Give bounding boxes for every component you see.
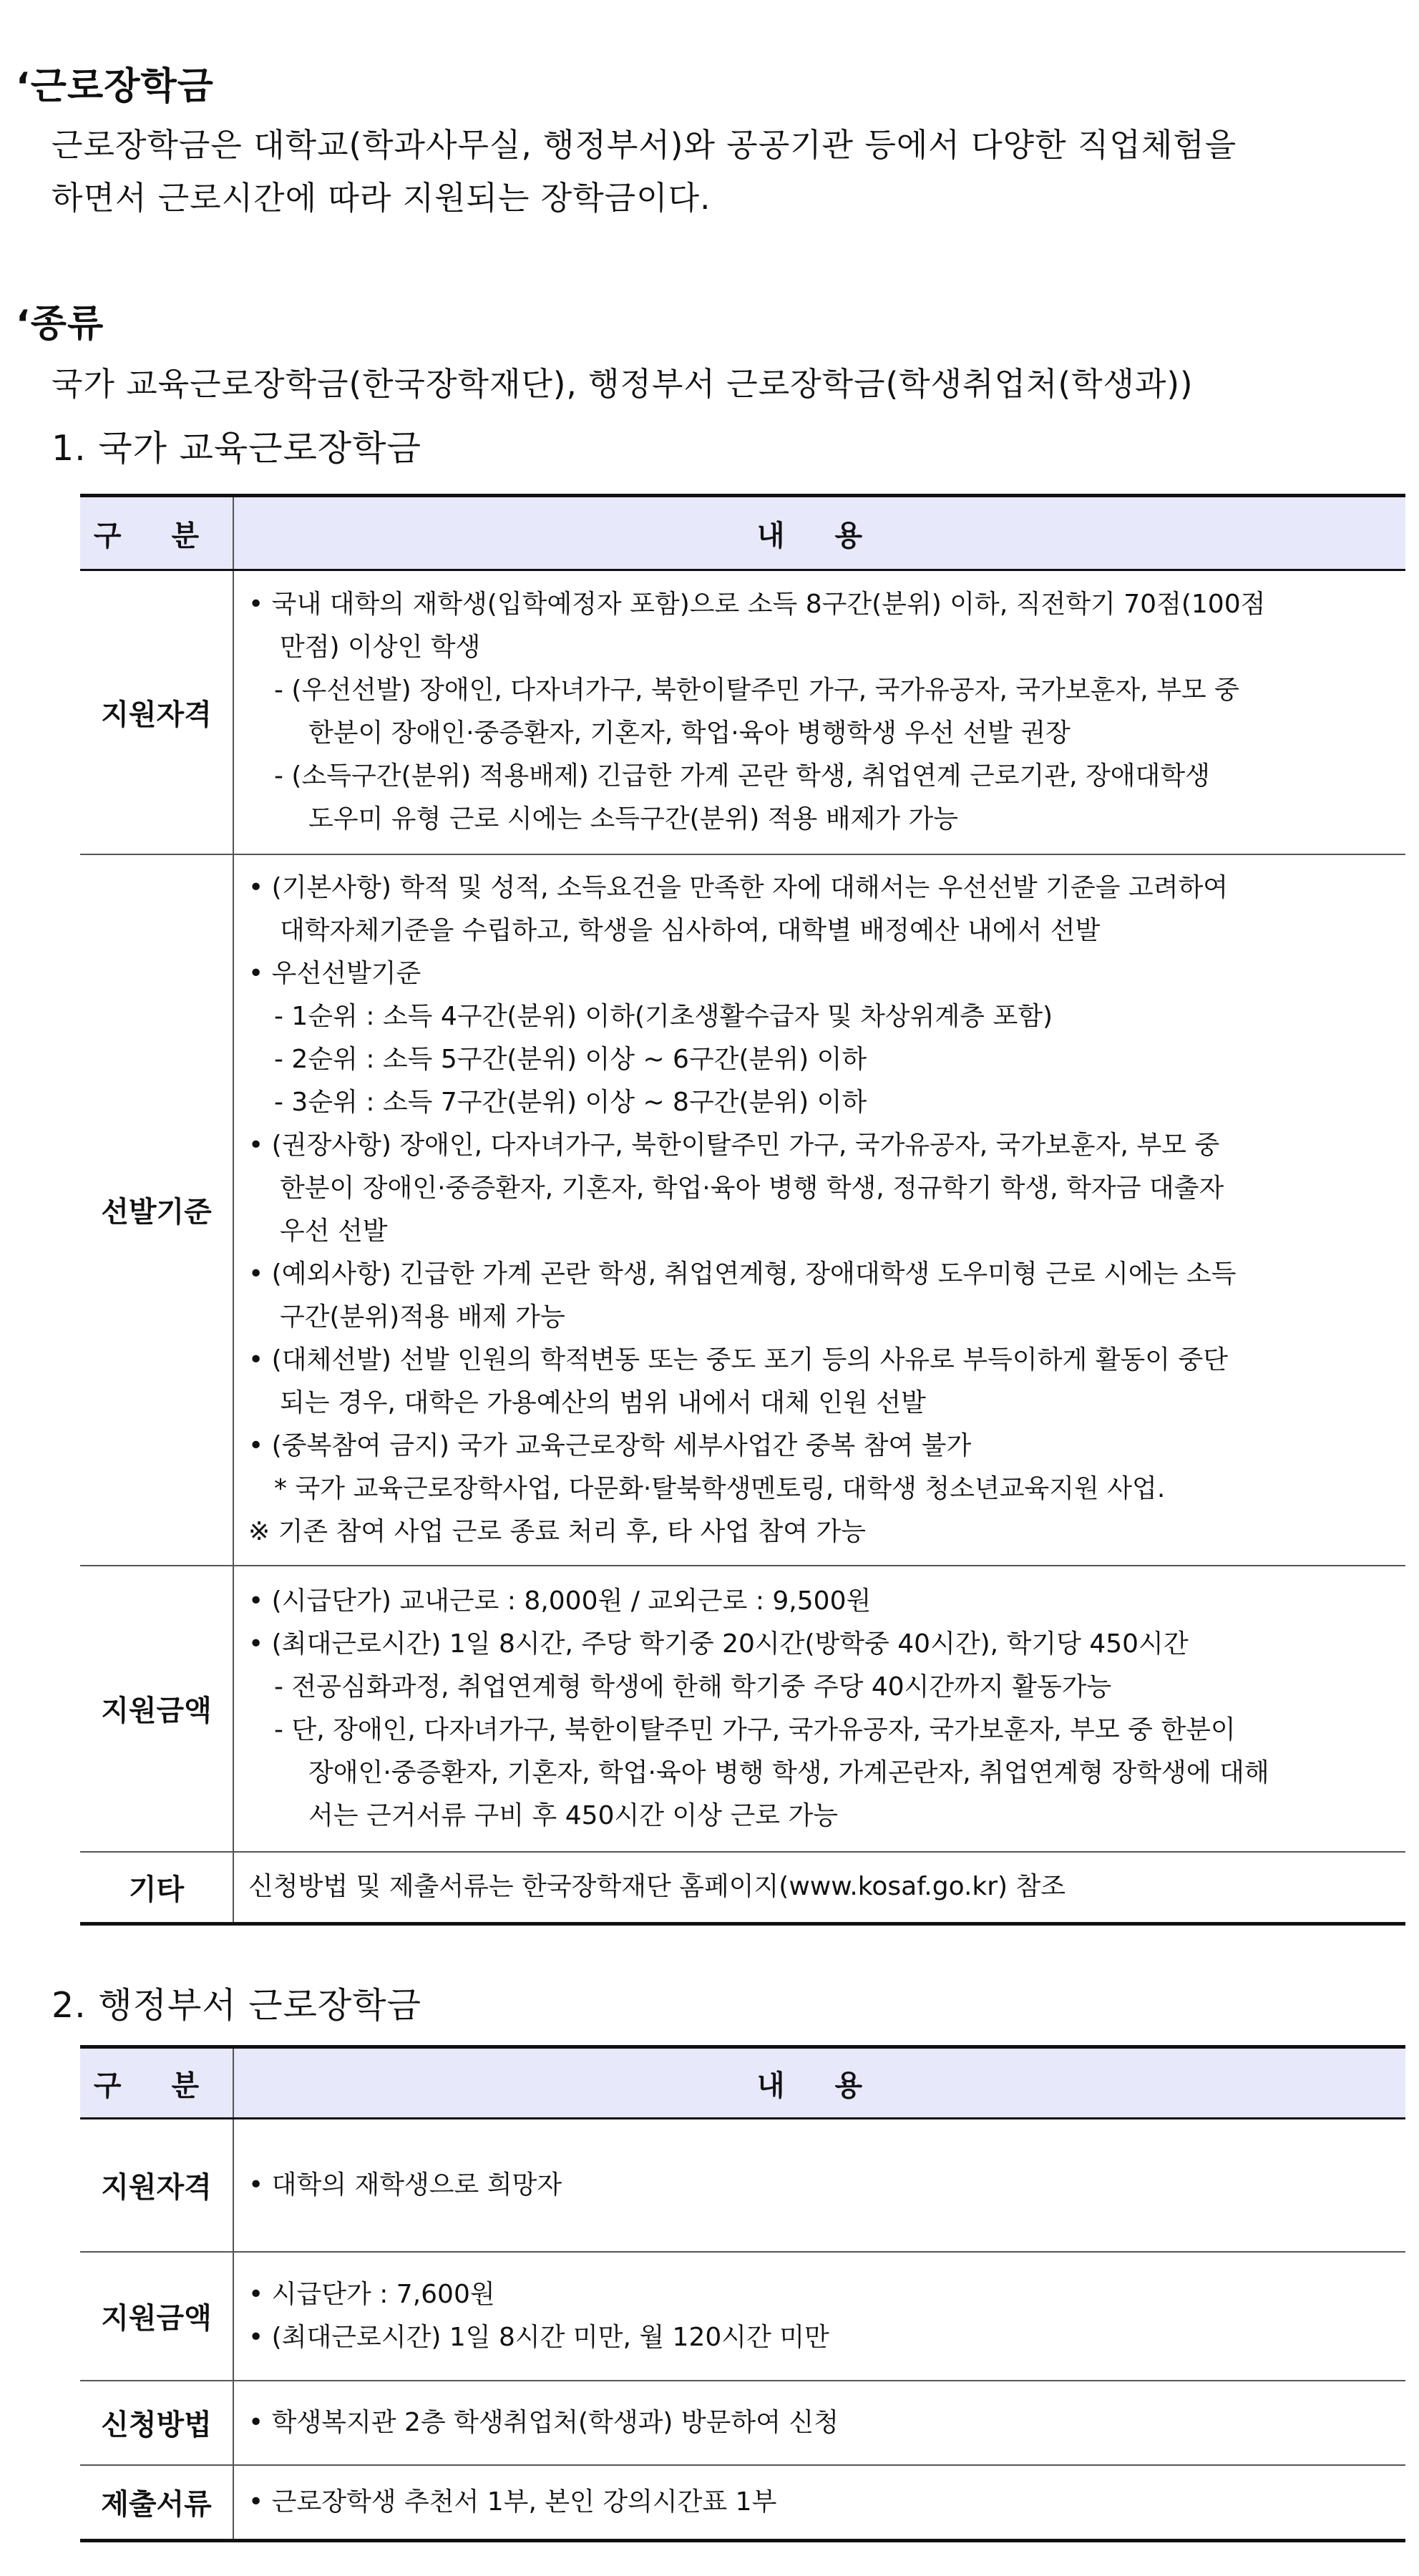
content-line: • (대체선발) 선발 인원의 학적변동 또는 중도 포기 등의 사유로 부득이하게 활동이 중단 xyxy=(248,1345,1229,1375)
description-line: 하면서 근로시간에 따라 지원되는 장학금이다. xyxy=(52,179,711,217)
row-label: 지원금액 xyxy=(80,2252,233,2381)
header-content: 내 용 xyxy=(233,2047,1405,2119)
content-line: 서는 근거서류 구비 후 450시간 이상 근로 가능 xyxy=(308,1800,839,1830)
row-label: 기타 xyxy=(80,1852,233,1924)
content-line: - (우선선발) 장애인, 다자녀가구, 북한이탈주민 가구, 국가유공자, 국가보훈자, 부모 중 xyxy=(274,675,1239,706)
content-line: • (최대근로시간) 1일 8시간, 주당 학기중 20시간(방학중 40시간), 학기당 450시간 xyxy=(248,1629,1189,1659)
row-content xyxy=(233,2465,1405,2541)
content-line: • 학생복지관 2층 학생취업처(학생과) 방문하여 신청 xyxy=(248,2407,839,2437)
row-label: 선발기준 xyxy=(80,854,233,1566)
content-line: - (소득구간(분위) 적용배제) 긴급한 가계 곤란 학생, 취업연계 근로기관, 장애대학생 xyxy=(274,761,1210,791)
content-line: - 1순위 : 소득 4구간(분위) 이하(기초생활수급자 및 차상위계층 포함) xyxy=(274,1001,1053,1031)
table-row xyxy=(80,854,1405,1566)
table-row xyxy=(80,2252,1405,2381)
content-line: 한분이 장애인·중증환자, 기혼자, 학업·육아 병행학생 우선 선발 권장 xyxy=(308,718,1071,748)
content-line: - 3순위 : 소득 7구간(분위) 이상 ~ 8구간(분위) 이하 xyxy=(274,1087,867,1117)
table-header-row xyxy=(80,496,1405,570)
content-line: - 단, 장애인, 다자녀가구, 북한이탈주민 가구, 국가유공자, 국가보훈자, 부모 중 한분이 xyxy=(274,1714,1236,1745)
header-content: 내 용 xyxy=(233,496,1405,570)
content-line: 도우미 유형 근로 시에는 소득구간(분위) 적용 배제가 가능 xyxy=(308,804,959,834)
administrative-scholarship-table xyxy=(80,2045,1405,2542)
table-row xyxy=(80,570,1405,854)
content-line: ※ 기존 참여 사업 근로 종료 처리 후, 타 사업 참여 가능 xyxy=(248,1516,867,1546)
row-content xyxy=(233,570,1405,854)
content-line: - 전공심화과정, 취업연계형 학생에 한해 학기중 주당 40시간까지 활동가능 xyxy=(274,1672,1112,1702)
types-intro: 국가 교육근로장학금(한국장학재단), 행정부서 근로장학금(학생취업처(학생과)) xyxy=(52,365,1194,403)
content-line: • 우선선발기준 xyxy=(248,958,421,988)
content-line: 대학자체기준을 수립하고, 학생을 심사하여, 대학별 배정예산 내에서 선발 xyxy=(280,915,1101,945)
row-content xyxy=(233,854,1405,1566)
row-label: 지원자격 xyxy=(80,2119,233,2252)
subsection-title-administrative: 2. 행정부서 근로장학금 xyxy=(52,1985,421,2026)
table-row xyxy=(80,2119,1405,2252)
content-line: 신청방법 및 제출서류는 한국장학재단 홈페이지(www.kosaf.go.kr) 참조 xyxy=(248,1872,1066,1902)
content-line: • 근로장학생 추천서 1부, 본인 강의시간표 1부 xyxy=(248,2487,777,2517)
row-label: 제출서류 xyxy=(80,2465,233,2541)
table-header-row xyxy=(80,2047,1405,2119)
content-line: • (예외사항) 긴급한 가계 곤란 학생, 취업연계형, 장애대학생 도우미형 근로 시에는 소득 xyxy=(248,1259,1237,1289)
header-category: 구 분 xyxy=(80,2047,233,2119)
header-category: 구 분 xyxy=(80,496,233,570)
description-line: 근로장학금은 대학교(학과사무실, 행정부서)와 공공기관 등에서 다양한 직업체험을 xyxy=(52,126,1237,164)
content-line: • (권장사항) 장애인, 다자녀가구, 북한이탈주민 가구, 국가유공자, 국가보훈자, 부모 중 xyxy=(248,1130,1220,1160)
content-line: • (최대근로시간) 1일 8시간 미만, 월 120시간 미만 xyxy=(248,2322,829,2352)
table-row xyxy=(80,1566,1405,1852)
national-scholarship-table xyxy=(80,494,1405,1926)
section-description xyxy=(52,119,1237,225)
row-label: 지원금액 xyxy=(80,1566,233,1852)
table-row xyxy=(80,1852,1405,1924)
subsection-title-national: 1. 국가 교육근로장학금 xyxy=(52,428,421,469)
content-line: 장애인·중증환자, 기혼자, 학업·육아 병행 학생, 가계곤란자, 취업연계형 장학생에 대해 xyxy=(308,1757,1269,1787)
row-label: 지원자격 xyxy=(80,570,233,854)
content-line: - 2순위 : 소득 5구간(분위) 이상 ~ 6구간(분위) 이하 xyxy=(274,1044,867,1074)
content-line: • (기본사항) 학적 및 성적, 소득요건을 만족한 자에 대해서는 우선선발 기준을 고려하여 xyxy=(248,872,1229,902)
content-line: 한분이 장애인·중증환자, 기혼자, 학업·육아 병행 학생, 정규학기 학생, 학자금 대출자 xyxy=(280,1173,1224,1203)
content-line: 되는 경우, 대학은 가용예산의 범위 내에서 대체 인원 선발 xyxy=(280,1387,926,1418)
row-content xyxy=(233,1566,1405,1852)
content-line: • (시급단가) 교내근로 : 8,000원 / 교외근로 : 9,500원 xyxy=(248,1586,872,1616)
row-content xyxy=(233,2119,1405,2252)
section-title-types: ‘종류 xyxy=(16,303,104,346)
content-line: * 국가 교육근로장학사업, 다문화·탈북학생멘토링, 대학생 청소년교육지원 사업. xyxy=(274,1473,1166,1503)
content-line: 구간(분위)적용 배제 가능 xyxy=(280,1302,565,1332)
content-line: 우선 선발 xyxy=(280,1216,388,1246)
content-line: 만점) 이상인 학생 xyxy=(280,633,481,663)
table-row xyxy=(80,2465,1405,2541)
table-row xyxy=(80,2381,1405,2465)
row-content xyxy=(233,2252,1405,2381)
content-line: • (중복참여 금지) 국가 교육근로장학 세부사업간 중복 참여 불가 xyxy=(248,1430,972,1460)
section-title-work-scholarship: ‘근로장학금 xyxy=(16,65,214,108)
content-line: • 대학의 재학생으로 희망자 xyxy=(248,2170,562,2200)
row-label: 신청방법 xyxy=(80,2381,233,2465)
row-content xyxy=(233,2381,1405,2465)
content-line: • 국내 대학의 재학생(입학예정자 포함)으로 소득 8구간(분위) 이하, 직전학기 70점(100점 xyxy=(248,590,1266,620)
content-line: • 시급단가 : 7,600원 xyxy=(248,2279,495,2309)
row-content xyxy=(233,1852,1405,1924)
